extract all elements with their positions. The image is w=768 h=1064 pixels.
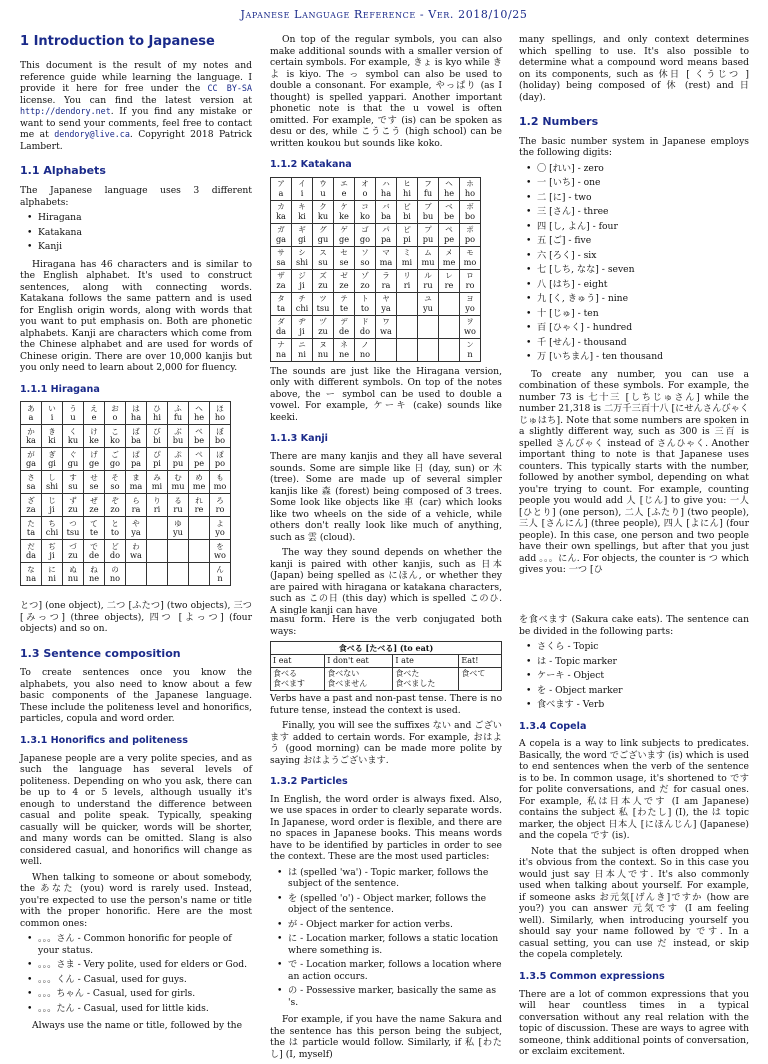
kana-cell: ぐ gu — [63, 448, 84, 471]
expressions-paragraph: There are a lot of common expressions that you will hear countless times in a typical conversation without any real relation with the topic of discussion. These are ways to agree with someone, think additional points of conversation, or exclaim excitement. — [519, 988, 749, 1058]
kana-cell — [126, 563, 147, 586]
list-item: • ケーキ - Object — [537, 670, 749, 682]
list-item: • Katakana — [38, 227, 252, 239]
section-title-particles: 1.3.2 Particles — [270, 776, 348, 787]
kana-cell: や ya — [126, 517, 147, 540]
kana-cell: き ki — [42, 425, 63, 448]
kana-cell: ぽ po — [210, 448, 231, 471]
kana-cell: プ pu — [418, 223, 439, 246]
kana-cell: グ gu — [313, 223, 334, 246]
kana-cell: ネ ne — [334, 338, 355, 361]
kana-cell: ヨ yo — [460, 292, 481, 315]
license-link[interactable]: CC BY-SA — [207, 83, 253, 94]
kana-cell: ミ mi — [397, 246, 418, 269]
list-item: • 〇 [れい] - zero — [537, 163, 749, 175]
list-item: • 。。。さま - Very polite, used for elders or God. — [38, 959, 252, 971]
kana-cell: る ru — [168, 494, 189, 517]
kana-cell: ば ba — [126, 425, 147, 448]
katakana-table — [270, 177, 481, 362]
running-header: Japanese Language Reference - Ver. 2018/10/25 — [240, 8, 528, 21]
kana-cell: ん n — [210, 563, 231, 586]
kana-cell: ス su — [313, 246, 334, 269]
section-title-introduction: 1 Introduction to Japanese — [20, 34, 215, 49]
kana-cell: と to — [105, 517, 126, 540]
list-item: • が - Object marker for action verbs. — [288, 919, 502, 931]
politeness-suffix-paragraph: Finally, you will see the suffixes ない and ございます added to certain words. For example, おはよう (good morning) can be made more polite by saying おはようございます. — [270, 720, 502, 766]
kana-cell: ダ da — [271, 315, 292, 338]
kana-cell: そ so — [105, 471, 126, 494]
kana-cell: フ fu — [418, 177, 439, 200]
kana-cell: メ me — [439, 246, 460, 269]
alphabets-paragraph: The Japanese language uses 3 different alphabets: — [20, 185, 252, 208]
kana-cell: タ ta — [271, 292, 292, 315]
kana-cell: ナ na — [271, 338, 292, 361]
kana-cell: ブ bu — [418, 200, 439, 223]
verb-table-cell: 食べない 食べません — [325, 668, 393, 691]
kana-cell: ぞ zo — [105, 494, 126, 517]
intro-text: . If you find any mistake or want to send your comments, feel free to contact me at — [20, 106, 252, 141]
kana-cell: ヌ nu — [313, 338, 334, 361]
numbers-intro: The basic number system in Japanese employs the following digits: — [519, 135, 749, 159]
list-item: • Hiragana — [38, 212, 252, 224]
kana-cell — [147, 563, 168, 586]
lower-column-1 — [20, 600, 252, 1036]
kana-cell: じ ji — [42, 494, 63, 517]
list-item: • 十 [じゅ] - ten — [537, 308, 749, 320]
kana-cell: テ te — [334, 292, 355, 315]
kana-cell: か ka — [21, 425, 42, 448]
kana-cell: ヂ ji — [292, 315, 313, 338]
kana-cell: た ta — [21, 517, 42, 540]
kana-cell — [189, 517, 210, 540]
kana-cell: ほ ho — [210, 402, 231, 425]
kana-cell — [147, 540, 168, 563]
kana-cell: て te — [84, 517, 105, 540]
list-item: • は (spelled 'wa') - Topic marker, follows the subject of the sentence. — [288, 867, 502, 890]
intro-text: This document is the result of my notes and reference guide while learning the language. I provide it here for free under the — [20, 60, 252, 95]
kana-cell — [397, 315, 418, 338]
sentence-paragraph: To create sentences once you know the alphabets, you also need to know about a few basic components of the Japanese language. These include the politeness level and honorifics, particles, copula and word order. — [20, 667, 252, 725]
list-item: • さくら - Topic — [537, 641, 749, 653]
email-link[interactable]: dendory@live.ca — [54, 129, 130, 140]
list-item: • 八 [はち] - eight — [537, 279, 749, 291]
list-item: • Kanji — [38, 241, 252, 253]
kana-cell: ヤ ya — [376, 292, 397, 315]
list-item: • 。。。ちゃん - Casual, used for girls. — [38, 988, 252, 1000]
kana-cell: ろ ro — [210, 494, 231, 517]
list-item: • 七 [しち, なな] - seven — [537, 264, 749, 276]
list-item: • 。。。たん - Casual, used for little kids. — [38, 1003, 252, 1015]
kana-cell: す su — [63, 471, 84, 494]
kana-cell: ポ po — [460, 223, 481, 246]
kana-cell — [397, 338, 418, 361]
section-title-kanji: 1.1.3 Kanji — [270, 433, 328, 445]
kana-cell — [147, 517, 168, 540]
kana-cell: ベ be — [439, 200, 460, 223]
kana-cell: ど do — [105, 540, 126, 563]
intro-paragraph — [20, 60, 252, 152]
list-item: • 。。。くん - Casual, used for guys. — [38, 974, 252, 986]
kana-cell: ゾ zo — [355, 269, 376, 292]
honorifics-paragraph-1: Japanese people are a very polite species, and as such the language has several levels of politeness. Depending on who you ask, there can be up to 4 or 5 levels, although usually it's enough to understand the difference between casual and polite speak. Typically, speaking casually will be quicker, words will be shorter, and many words can be omitted. Slang is also considered casual, and honorifics will change as well. — [20, 752, 252, 868]
list-item: • 千 [せん] - thousand — [537, 337, 749, 349]
kana-cell: ピ pi — [397, 223, 418, 246]
kana-cell — [397, 292, 418, 315]
kana-cell: ア a — [271, 177, 292, 200]
copela-paragraph-1: A copela is a way to link subjects to predicates. Basically, the word でございます (is) which is used to end sentences when the verb of the sentence is to be. In common usage, it's shortened to です for polite conversations, and だ for casual ones. For example, 私は日本人です (I am Japanese) contains the subject 私 [わたし] (I), the は topic marker, the object 日本人 [にほんじん] (Japanese) and the copela です (is). — [519, 738, 749, 842]
numbers-list — [519, 163, 749, 363]
kana-cell: ツ tsu — [313, 292, 334, 315]
list-item: • 百 [ひゃく] - hundred — [537, 322, 749, 334]
kana-cell: ぷ pu — [168, 448, 189, 471]
kana-cell: レ re — [439, 269, 460, 292]
column-1 — [20, 34, 252, 590]
kana-cell: ヒ hi — [397, 177, 418, 200]
list-item: • 一 [いち] - one — [537, 177, 749, 189]
kana-cell — [376, 338, 397, 361]
kana-cell: へ he — [189, 402, 210, 425]
kana-cell: ゼ ze — [334, 269, 355, 292]
verb-table-header: I ate — [393, 655, 459, 668]
kana-cell: げ ge — [84, 448, 105, 471]
verb-table-header: I eat — [271, 655, 325, 668]
katakana-notes: The sounds are just like the Hiragana version, only with different symbols. On top of the notes above, the ー symbol can be used to double a vowel. For example, ケーキ (cake) sounds like keeki. — [270, 365, 502, 423]
sentence-example-continued: を食べます (Sakura cake eats). The sentence can be divided in the following parts: — [519, 614, 749, 637]
particles-example-paragraph: For example, if you have the name Sakura and the sentence has this person being the subject, the は particle would follow. Similarly, if 私 [わたし] (I, myself) — [270, 1014, 502, 1060]
kana-cell: ビ bi — [397, 200, 418, 223]
kana-cell — [439, 292, 460, 315]
kana-cell: セ se — [334, 246, 355, 269]
list-item: • 四 [し, よん] - four — [537, 221, 749, 233]
kana-cell: ゲ ge — [334, 223, 355, 246]
copela-paragraph-2: Note that the subject is often dropped when it's obvious from the context. So in this case you would just say 日本人です. It's also commonly used when talking about yourself. For example, if someone asks お元気[げんき]ですか (how are you?) you can answer 元気です (I am feeling well). Similarly, when introducing yourself you should say your name followed by です. In a casual setting, you can use だ instead, or skip the copela completely. — [519, 845, 749, 961]
section-title-copela: 1.3.4 Copela — [519, 720, 587, 732]
kanji-paragraph-1: There are many kanjis and they all have several sounds. Some are simple like 日 (day, sun) or 木 (tree). Some are made up of several simpler kanjis like 森 (forest) being composed of 3 trees. Some look like objects like 車 (car) which looks like two wheels on the side of a vehicle, while others don't really look like much of anything, such as 雲 (cloud). — [270, 451, 502, 543]
alphabets-description: Hiragana has 46 characters and is similar to the English alphabet. It's used to construct sentences, along with connecting words. Katakana follows the same pattern and is used for English origin words, along with words that you want to put emphasis on. Both are phonetic alphabets. Kanji are characters which come from the Chinese alphabet and are used for words of Chinese origin. There are over 10,000 kanjis but you only need to learn about 2,000 for fluency. — [20, 258, 252, 373]
verb-table-cell: 食べて — [459, 668, 502, 691]
list-item: • を (spelled 'o') - Object marker, follows the object of the sentence. — [288, 893, 502, 916]
kana-cell: ぎ gi — [42, 448, 63, 471]
kana-cell: ぴ pi — [147, 448, 168, 471]
section-title-common-expressions: 1.3.5 Common expressions — [519, 970, 665, 982]
list-item: • の - Possessive marker, basically the same as 's. — [288, 985, 502, 1008]
kana-cell: ま ma — [126, 471, 147, 494]
kana-cell: ペ pe — [439, 223, 460, 246]
kana-cell: ン n — [460, 338, 481, 361]
kana-cell: せ se — [84, 471, 105, 494]
kana-cell — [189, 563, 210, 586]
kana-cell: ぜ ze — [84, 494, 105, 517]
list-item: • 万 [いちまん] - ten thousand — [537, 351, 749, 363]
kana-cell: カ ka — [271, 200, 292, 223]
hiragana-table — [20, 401, 231, 586]
kana-cell: ぬ nu — [63, 563, 84, 586]
kana-cell: ご go — [105, 448, 126, 471]
kana-cell: ら ra — [126, 494, 147, 517]
kana-cell: み mi — [147, 471, 168, 494]
kana-cell: リ ri — [397, 269, 418, 292]
kana-cell: ウ u — [313, 177, 334, 200]
kana-cell: ワ wa — [376, 315, 397, 338]
kanji-paragraph-2: The way they sound depends on whether the kanji is paired with other kanjis, such as 日本 (Japan) being spelled as にほん, or whether they are paired with hiragana or katakana characters, such as この日 (this day) which is spelled このひ. A single kanji can have — [270, 547, 502, 616]
kana-cell: ぺ pe — [189, 448, 210, 471]
kana-cell: り ri — [147, 494, 168, 517]
kana-cell: づ zu — [63, 540, 84, 563]
numbers-paragraph: To create any number, you can use a combination of these symbols. For example, the number 73 is 七十三 [しちじゅさん] while the number 21,318 is 二万千三百十八 [にせんさんびゃくじゅはち]. Note that some numbers are spoken in a slightly different way, such as 300 is 三百 is spelled さんびゃく instead of さんひゃく. Another important thing to note is that Japanese uses counters. This typically starts with the number, followed by another symbol, depending on what you're trying to count. For example, counting people you would add 人 [じん] to give you: 一人 [ひとり] (one person), 二人 [ふたり] (two people), 三人 [さんにん] (three people), 四人 [よにん] (four people). In this case, one person and two people have their own spellings, but after that you just add 。。。にん. For objects, the counter is つ which gives you: 一つ [ひ — [519, 368, 749, 576]
alphabets-list — [20, 212, 252, 253]
masu-form-intro: masu form. Here is the verb conjugated both ways: — [270, 614, 502, 637]
intro-text: license. You can find the latest version at — [20, 94, 252, 106]
kana-cell: ふ fu — [168, 402, 189, 425]
honorifics-paragraph-3: Always use the name or title, followed by the — [32, 1020, 243, 1032]
kana-cell: バ ba — [376, 200, 397, 223]
particles-paragraph: In English, the word order is always fixed. Also, we use spaces in order to clearly separate words. In Japanese, word order is flexible, and there are no spaces in Japanese books. This means words have to be identified by particles in order to see the context. These are the most used particles: — [270, 793, 502, 863]
kana-cell: を wo — [210, 540, 231, 563]
kana-cell: つ tsu — [63, 517, 84, 540]
kana-cell: け ke — [84, 425, 105, 448]
kana-cell: デ de — [334, 315, 355, 338]
kana-cell — [168, 540, 189, 563]
kana-cell: ソ so — [355, 246, 376, 269]
counter-continued: とつ] (one object), 二つ [ふたつ] (two objects), 三つ [みっつ] (three objects), 四つ [よっつ] (four objects) and so on. — [20, 600, 252, 634]
kana-cell: め me — [189, 471, 210, 494]
section-title-honorifics: 1.3.1 Honorifics and politeness — [20, 734, 188, 746]
kana-cell — [439, 338, 460, 361]
kana-cell: こ ko — [105, 425, 126, 448]
list-item: • 。。。さん - Common honorific for people of your status. — [38, 933, 252, 956]
kana-cell: ト to — [355, 292, 376, 315]
kana-cell: し shi — [42, 471, 63, 494]
section-title-alphabets: 1.1 Alphabets — [20, 164, 106, 178]
kana-cell: あ a — [21, 402, 42, 425]
sentence-parts-list — [519, 641, 749, 711]
honorifics-paragraph-2: When talking to someone or about somebody, the あなた (you) word is rarely used. Instead, you're expected to use the person's name or title with the proper honorific. Here are the most common ones: — [20, 871, 252, 929]
kana-cell: ラ ra — [376, 269, 397, 292]
section-title-sentence-composition: 1.3 Sentence composition — [20, 646, 181, 660]
kana-cell: ホ ho — [460, 177, 481, 200]
kana-cell: ゆ yu — [168, 517, 189, 540]
kana-cell: う u — [63, 402, 84, 425]
kana-cell: ジ ji — [292, 269, 313, 292]
kana-cell: ズ zu — [313, 269, 334, 292]
kana-cell: が ga — [21, 448, 42, 471]
kana-cell: モ mo — [460, 246, 481, 269]
kana-cell: ぶ bu — [168, 425, 189, 448]
verb-table-header: I don't eat — [325, 655, 393, 668]
kana-cell: キ ki — [292, 200, 313, 223]
kana-cell: チ chi — [292, 292, 313, 315]
lower-column-2 — [270, 614, 502, 1064]
phonetic-notes-paragraph: On top of the regular symbols, you can also make additional sounds with a smaller version of certain symbols. For example, きょ is kyo while きよ is kiyo. The っ symbol can also be used to double a consonant. For example, やっぱり (as I thought) is spelled yappari. Another important phonetic note is that the u vowel is often omitted. For example, です (is) can be spoken as desu or des, while こうこう (high school) can be written koukou but sounds like koko. — [270, 34, 502, 149]
verb-table-title: 食べる [たべる] (to eat) — [271, 642, 502, 655]
kana-cell: ク ku — [313, 200, 334, 223]
kana-cell: ぱ pa — [126, 448, 147, 471]
kana-cell: ぼ bo — [210, 425, 231, 448]
kana-cell: ケ ke — [334, 200, 355, 223]
kana-cell: マ ma — [376, 246, 397, 269]
kana-cell: パ pa — [376, 223, 397, 246]
kana-cell: コ ko — [355, 200, 376, 223]
honorifics-list — [20, 933, 252, 1014]
kana-cell: オ o — [355, 177, 376, 200]
kana-cell: れ re — [189, 494, 210, 517]
kana-cell — [418, 338, 439, 361]
list-item: • 食べます - Verb — [537, 699, 749, 711]
kana-cell: エ e — [334, 177, 355, 200]
lower-column-3 — [519, 614, 749, 1062]
kana-cell: さ sa — [21, 471, 42, 494]
kana-cell: べ be — [189, 425, 210, 448]
kana-cell: ロ ro — [460, 269, 481, 292]
kana-cell: サ sa — [271, 246, 292, 269]
kana-cell: ド do — [355, 315, 376, 338]
list-item: • は - Topic marker — [537, 656, 749, 668]
kana-cell — [168, 563, 189, 586]
kana-cell: ヘ he — [439, 177, 460, 200]
kana-cell: ム mu — [418, 246, 439, 269]
particles-list — [270, 867, 502, 1009]
kana-cell: ニ ni — [292, 338, 313, 361]
kana-cell: な na — [21, 563, 42, 586]
kana-cell: え e — [84, 402, 105, 425]
kana-cell: く ku — [63, 425, 84, 448]
kana-cell: に ni — [42, 563, 63, 586]
list-item: • 二 [に] - two — [537, 192, 749, 204]
kana-cell: び bi — [147, 425, 168, 448]
kana-cell: わ wa — [126, 540, 147, 563]
verb-table-cell: 食べる 食べます — [271, 668, 325, 691]
list-item: • に - Location marker, follows a static location where something is. — [288, 933, 502, 956]
kana-cell: ヲ wo — [460, 315, 481, 338]
kana-cell: ず zu — [63, 494, 84, 517]
section-title-katakana: 1.1.2 Katakana — [270, 159, 352, 170]
kana-cell — [439, 315, 460, 338]
kana-cell: お o — [105, 402, 126, 425]
verb-tense-paragraph: Verbs have a past and non-past tense. There is no future tense, instead the context is used. — [270, 693, 502, 716]
kana-cell: ち chi — [42, 517, 63, 540]
kana-cell: は ha — [126, 402, 147, 425]
website-link[interactable]: http://dendory.net — [20, 106, 111, 117]
kana-cell: の no — [105, 563, 126, 586]
kana-cell: ル ru — [418, 269, 439, 292]
compound-word-paragraph: many spellings, and only context determines which spelling to use. It's also possible to determine what a compound word means based on its components, such as 休日 [ くうじつ ] (holiday) being composed of 休 (rest) and 日 (day). — [519, 34, 749, 103]
kana-cell: よ yo — [210, 517, 231, 540]
list-item: • を - Object marker — [537, 685, 749, 697]
column-2 — [270, 34, 502, 620]
list-item: • で - Location marker, follows a location where an action occurs. — [288, 959, 502, 982]
intro-text: . Copyright 2018 Patrick Lambert. — [20, 129, 253, 152]
kana-cell: シ shi — [292, 246, 313, 269]
list-item: • 三 [さん] - three — [537, 206, 749, 218]
kana-cell: ね ne — [84, 563, 105, 586]
kana-cell: イ i — [292, 177, 313, 200]
kana-cell: ハ ha — [376, 177, 397, 200]
kana-cell: い i — [42, 402, 63, 425]
list-item: • 六 [ろく] - six — [537, 250, 749, 262]
kana-cell: ぢ ji — [42, 540, 63, 563]
verb-table-header: Eat! — [459, 655, 502, 668]
kana-cell: む mu — [168, 471, 189, 494]
verb-conjugation-table — [270, 641, 502, 691]
list-item: • 九 [く, きゅう] - nine — [537, 293, 749, 305]
kana-cell: ノ no — [355, 338, 376, 361]
kana-cell: ギ gi — [292, 223, 313, 246]
kana-cell: も mo — [210, 471, 231, 494]
kana-cell: ガ ga — [271, 223, 292, 246]
kana-cell: ヅ zu — [313, 315, 334, 338]
list-item: • 五 [ご] - five — [537, 235, 749, 247]
verb-table-cell: 食べた 食べました — [393, 668, 459, 691]
kana-cell — [418, 315, 439, 338]
kana-cell: で de — [84, 540, 105, 563]
kana-cell — [189, 540, 210, 563]
kana-cell: だ da — [21, 540, 42, 563]
column-3 — [519, 34, 749, 580]
kana-cell: ひ hi — [147, 402, 168, 425]
kana-cell: ユ yu — [418, 292, 439, 315]
kana-cell: ゴ go — [355, 223, 376, 246]
section-title-hiragana: 1.1.1 Hiragana — [20, 383, 100, 395]
section-title-numbers: 1.2 Numbers — [519, 115, 599, 128]
kana-cell: ざ za — [21, 494, 42, 517]
kana-cell: ザ za — [271, 269, 292, 292]
kana-cell: ボ bo — [460, 200, 481, 223]
